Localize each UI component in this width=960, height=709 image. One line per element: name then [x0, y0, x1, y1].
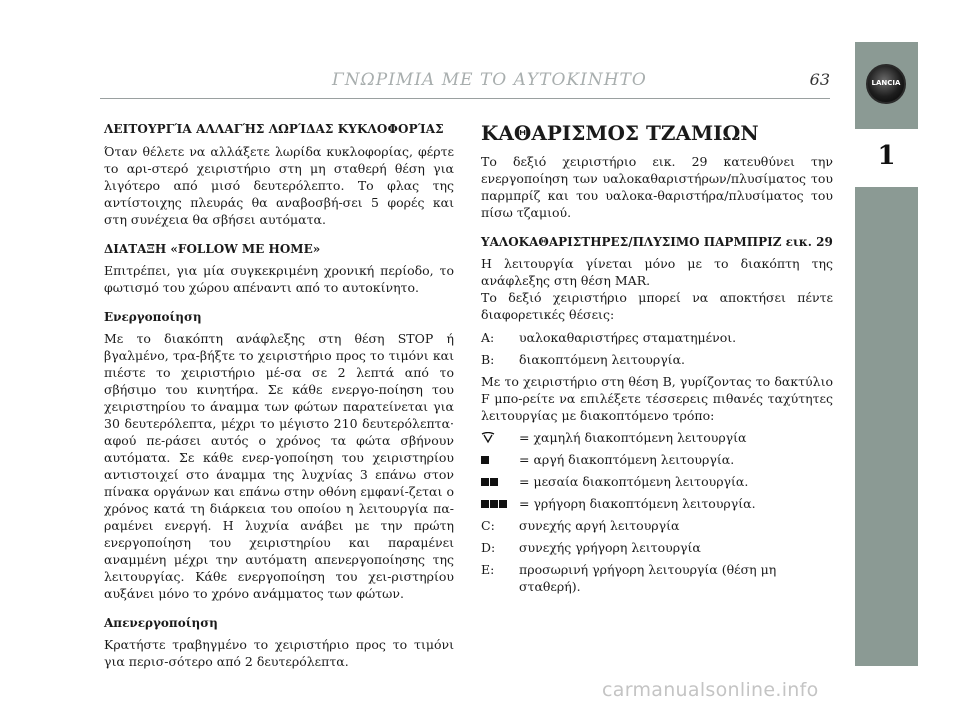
right-column — [481, 121, 833, 600]
speed-low — [481, 429, 833, 446]
speed-medium-text: = μεσαία διακοπτόμενη λειτουργία. — [519, 474, 749, 489]
chapter-tab — [855, 129, 918, 187]
position-b — [481, 351, 833, 368]
position-a-value: υαλοκαθαριστήρες σταματημένοι. — [519, 330, 737, 345]
wipers-positions-text: Το δεξιό χειριστήριο μπορεί να αποκτήσει πέντε διαφορετικές θέσεις: — [481, 290, 833, 322]
speed-slow-text: = αργή διακοπτόμενη λειτουργία. — [519, 452, 735, 467]
position-a — [481, 329, 833, 346]
logo-text: LANCIA — [871, 79, 901, 87]
position-d-key: D: — [481, 540, 496, 555]
position-e-key: E: — [481, 562, 495, 577]
two-squares-icon — [481, 478, 519, 486]
chapter-number: 1 — [877, 141, 896, 171]
speed-fast-text: = γρήγορη διακοπτόμενη λειτουργία. — [519, 496, 756, 511]
left-column — [104, 121, 454, 683]
speed-fast — [481, 495, 833, 512]
wipers-heading: ΥΑΛΟΚΑΘΑΡΙΣΤΗΡΕΣ/ΠΛΥΣΙΜΟ ΠΑΡΜΠΡΙΖ εικ. 29 — [481, 235, 833, 249]
activation-text: Με το διακόπτη ανάφλεξης στη θέση STOP ή βγαλμένο, τρα-βήξτε το χειριστήριο προς το τιμόνι και πιέστε το χειριστήριο μέ-σα σε 2 λεπτά από το σβήσιμο του κινητήρα. Σε κάθε ενεργο-ποίηση του χειριστηρίου το άναμμα των φώτων παρατείνεται για 30 δευτερόλεπτα, μέχρι το μέγιστο 210 δευτερόλεπτα· αφού πε-ράσει αυτός ο χρόνος τα φώτα σβήνουν αυτόματα. Σε κάθε ενερ-γοποίηση του χειριστηρίου αντιστοιχεί στο άναμμα της λυχνίας 3 επάνω στον πίνακα οργάνων και επάνω στην οθόνη εμφανί-ζεται ο χρόνος κατά τη διάρκεια του οποίου η λειτουργία πα-ραμένει ενεργή. Η λυχνία ανάβει με την πρώτη ενεργοποίηση του χειριστηρίου και παραμένει αναμμένη μέχρι την αυτόματη απενεργοποίησης της λειτουργίας. Κάθε ενεργοποίηση του χει-ριστηρίου αυξάνει μόνο το χρόνο ανάμματος των φώτων. — [104, 331, 454, 601]
position-d-value: συνεχής γρήγορη λειτουργία — [519, 540, 701, 555]
position-e-value: προσωρινή γρήγορη λειτουργία (θέση μη σταθερή). — [519, 562, 777, 594]
position-c-value: συνεχής αργή λειτουργία — [519, 518, 680, 533]
deactivation-heading: Απενεργοποίηση — [104, 616, 218, 630]
page-header — [100, 64, 830, 99]
follow-me-home-text: Επιτρέπει, για μία συγκεκριμένη χρονική περίοδο, το φωτισμό του χώρου απέναντι από το αυτοκίνητο. — [104, 263, 454, 295]
section-title: ΓΝΩΡΙΜΙΑ ΜΕ ΤΟ ΑΥΤΟΚΙΝΗΤΟ — [332, 70, 647, 90]
position-e — [481, 561, 833, 595]
wipers-ignition-text: Η λειτουργία γίνεται μόνο με το διακόπτη της ανάφλεξης στη θέση MAR. — [481, 256, 833, 288]
lane-change-heading: ΛΕΙΤΟΥΡΓΊΑ ΑΛΛΑΓΉΣ ΛΩΡΊΔΑΣ ΚΥΚΛΟΦΟΡΊΑΣ — [104, 122, 444, 136]
follow-me-home-heading: ΔΙΑΤΑΞΗ «FOLLOW ME HOME» — [104, 242, 321, 256]
window-cleaning-intro: Το δεξιό χειριστήριο εικ. 29 κατευθύνει την ενεργοποίηση των υαλοκαθαριστήρων/πλυσίματος του παρμπρίζ και του υαλοκα-θαριστήρα/πλυσίματος του πίσω τζαμιού. — [481, 154, 833, 220]
page-number: 63 — [809, 70, 830, 89]
three-squares-icon — [481, 500, 519, 508]
position-b-value: διακοπτόμενη λειτουργία. — [519, 352, 685, 367]
wiper-low-icon — [481, 432, 519, 444]
window-cleaning-title: ΚΑΘΑΡΙΣΜΟΣ ΤΖΑΜΙΩΝ — [481, 121, 759, 145]
position-c — [481, 517, 833, 534]
interval-speeds-text: Με το χειριστήριο στη θέση B, γυρίζοντας το δακτύλιο F μπο-ρείτε να επιλέξετε τέσσερεις πιθανές ταχύτητες λειτουργίας με διακοπτόμενο τρόπο: — [481, 374, 833, 423]
position-c-key: C: — [481, 518, 495, 533]
brand-logo — [866, 64, 906, 104]
activation-heading: Ενεργοποίηση — [104, 310, 202, 324]
lane-change-text: Όταν θέλετε να αλλάξετε λωρίδα κυκλοφορίας, φέρτε το αρι-στερό χειριστήριο στη μη σταθερή θέση για λιγότερο από μισό δευτερόλεπτο. Το φλας της αντίστοιχης πλευράς θα αναβοσβή-σει 5 φορές και στη συνέχεια θα σβήσει αυτόματα. — [104, 144, 454, 227]
speed-low-text: = χαμηλή διακοπτόμενη λειτουργία — [519, 430, 747, 445]
chapter-sidebar — [855, 42, 918, 666]
position-a-key: A: — [481, 330, 495, 345]
deactivation-text: Κρατήστε τραβηγμένο το χειριστήριο προς το τιμόνι για περισ-σότερο από 2 δευτερόλεπτα. — [104, 637, 454, 669]
one-square-icon — [481, 456, 519, 464]
speed-slow — [481, 451, 833, 468]
watermark: carmanualsonline.info — [602, 679, 819, 701]
position-b-key: B: — [481, 352, 495, 367]
speed-medium — [481, 473, 833, 490]
position-d — [481, 539, 833, 556]
